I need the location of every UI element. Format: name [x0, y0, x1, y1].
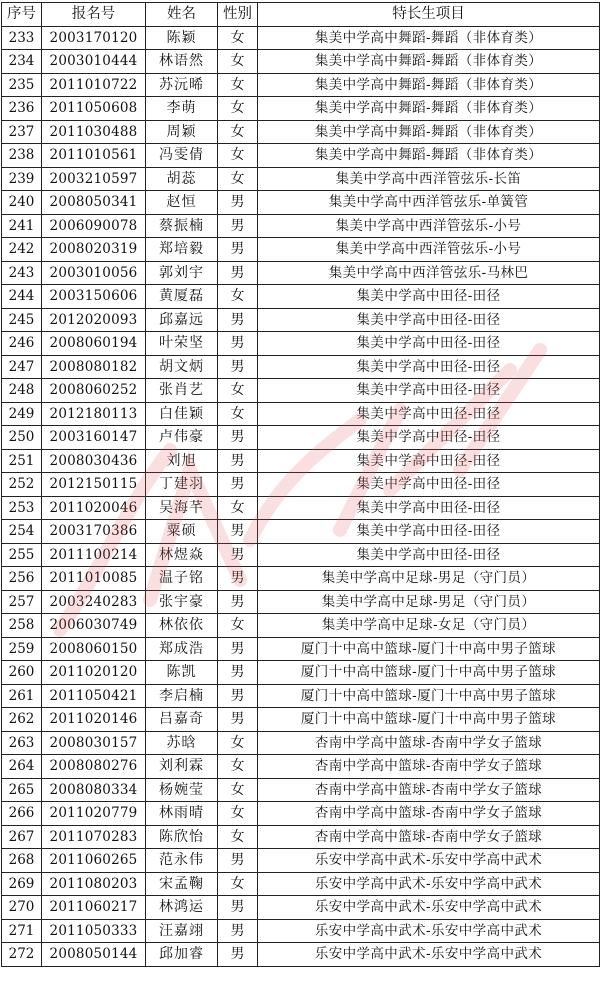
table-row	[2, 919, 600, 943]
cell-serial: 253	[2, 496, 42, 520]
cell-gender: 男	[218, 661, 258, 685]
cell-registration-no: 2008050144	[42, 943, 146, 967]
cell-registration-no: 2003240283	[42, 590, 146, 614]
cell-serial: 267	[2, 825, 42, 849]
cell-specialty-project: 集美中学高中田径-田径	[258, 402, 600, 426]
table-row	[2, 402, 600, 426]
cell-gender: 男	[218, 449, 258, 473]
cell-specialty-project: 集美中学高中田径-田径	[258, 379, 600, 403]
header-registration-no: 报名号	[42, 3, 146, 27]
cell-name: 温子铭	[146, 567, 218, 591]
cell-gender: 女	[218, 731, 258, 755]
cell-gender: 男	[218, 332, 258, 356]
table-row	[2, 661, 600, 685]
cell-name: 林鸿运	[146, 896, 218, 920]
cell-registration-no: 2012020093	[42, 308, 146, 332]
cell-specialty-project: 集美中学高中舞蹈-舞蹈（非体育类）	[258, 97, 600, 121]
cell-specialty-project: 集美中学高中西洋管弦乐-小号	[258, 214, 600, 238]
cell-gender: 男	[218, 355, 258, 379]
cell-specialty-project: 乐安中学高中武术-乐安中学高中武术	[258, 919, 600, 943]
cell-serial: 238	[2, 144, 42, 168]
table-row	[2, 332, 600, 356]
table-row	[2, 214, 600, 238]
cell-name: 白佳颖	[146, 402, 218, 426]
cell-serial: 236	[2, 97, 42, 121]
cell-serial: 254	[2, 520, 42, 544]
cell-gender: 男	[218, 943, 258, 967]
cell-serial: 268	[2, 849, 42, 873]
cell-name: 郑成浩	[146, 637, 218, 661]
cell-name: 杨婉莹	[146, 778, 218, 802]
cell-serial: 243	[2, 261, 42, 285]
cell-registration-no: 2011050333	[42, 919, 146, 943]
cell-specialty-project: 集美中学高中田径-田径	[258, 520, 600, 544]
cell-specialty-project: 集美中学高中田径-田径	[258, 426, 600, 450]
cell-name: 陈欣怡	[146, 825, 218, 849]
cell-registration-no: 2011030488	[42, 120, 146, 144]
cell-specialty-project: 杏南中学高中篮球-杏南中学女子篮球	[258, 731, 600, 755]
cell-serial: 260	[2, 661, 42, 685]
cell-gender: 女	[218, 402, 258, 426]
cell-name: 郑培毅	[146, 238, 218, 262]
cell-serial: 233	[2, 26, 42, 50]
cell-serial: 262	[2, 708, 42, 732]
cell-serial: 263	[2, 731, 42, 755]
cell-specialty-project: 集美中学高中田径-田径	[258, 473, 600, 497]
cell-specialty-project: 乐安中学高中武术-乐安中学高中武术	[258, 849, 600, 873]
table-row	[2, 144, 600, 168]
cell-serial: 265	[2, 778, 42, 802]
cell-specialty-project: 集美中学高中西洋管弦乐-马林巴	[258, 261, 600, 285]
cell-specialty-project: 杏南中学高中篮球-杏南中学女子篮球	[258, 755, 600, 779]
cell-name: 叶荣坚	[146, 332, 218, 356]
cell-serial: 247	[2, 355, 42, 379]
cell-specialty-project: 厦门十中高中篮球-厦门十中高中男子篮球	[258, 637, 600, 661]
cell-gender: 男	[218, 919, 258, 943]
cell-serial: 270	[2, 896, 42, 920]
cell-gender: 男	[218, 543, 258, 567]
cell-gender: 男	[218, 214, 258, 238]
cell-specialty-project: 集美中学高中西洋管弦乐-单簧管	[258, 191, 600, 215]
cell-specialty-project: 集美中学高中足球-男足（守门员）	[258, 590, 600, 614]
cell-registration-no: 2008050341	[42, 191, 146, 215]
cell-gender: 男	[218, 896, 258, 920]
cell-registration-no: 2003010056	[42, 261, 146, 285]
cell-name: 胡文炳	[146, 355, 218, 379]
cell-registration-no: 2008030157	[42, 731, 146, 755]
cell-gender: 女	[218, 167, 258, 191]
cell-serial: 244	[2, 285, 42, 309]
table-row	[2, 849, 600, 873]
table-header-row	[2, 3, 600, 27]
cell-gender: 女	[218, 778, 258, 802]
cell-serial: 258	[2, 614, 42, 638]
cell-name: 赵恒	[146, 191, 218, 215]
cell-specialty-project: 集美中学高中舞蹈-舞蹈（非体育类）	[258, 73, 600, 97]
cell-name: 林语然	[146, 50, 218, 74]
cell-registration-no: 2008030436	[42, 449, 146, 473]
specialty-student-table	[1, 2, 600, 967]
cell-gender: 女	[218, 379, 258, 403]
cell-gender: 女	[218, 496, 258, 520]
table-row	[2, 26, 600, 50]
cell-specialty-project: 厦门十中高中篮球-厦门十中高中男子篮球	[258, 661, 600, 685]
cell-name: 丁建羽	[146, 473, 218, 497]
cell-serial: 269	[2, 872, 42, 896]
cell-name: 郭刘宇	[146, 261, 218, 285]
cell-name: 李萌	[146, 97, 218, 121]
cell-registration-no: 2011070283	[42, 825, 146, 849]
cell-serial: 240	[2, 191, 42, 215]
cell-serial: 256	[2, 567, 42, 591]
cell-registration-no: 2008020319	[42, 238, 146, 262]
table-row	[2, 50, 600, 74]
table-row	[2, 120, 600, 144]
cell-gender: 女	[218, 50, 258, 74]
cell-name: 邱加睿	[146, 943, 218, 967]
table-row	[2, 426, 600, 450]
cell-registration-no: 2011050421	[42, 684, 146, 708]
table-row	[2, 755, 600, 779]
table-row	[2, 355, 600, 379]
cell-specialty-project: 集美中学高中田径-田径	[258, 355, 600, 379]
table-row	[2, 637, 600, 661]
cell-serial: 248	[2, 379, 42, 403]
cell-gender: 男	[218, 590, 258, 614]
cell-gender: 男	[218, 849, 258, 873]
cell-gender: 男	[218, 520, 258, 544]
cell-name: 林依依	[146, 614, 218, 638]
cell-registration-no: 2011020120	[42, 661, 146, 685]
cell-name: 刘旭	[146, 449, 218, 473]
cell-specialty-project: 集美中学高中田径-田径	[258, 332, 600, 356]
cell-serial: 264	[2, 755, 42, 779]
cell-name: 刘利霖	[146, 755, 218, 779]
cell-registration-no: 2011020146	[42, 708, 146, 732]
table-row	[2, 825, 600, 849]
cell-name: 吴海芊	[146, 496, 218, 520]
cell-serial: 257	[2, 590, 42, 614]
table-row	[2, 896, 600, 920]
cell-name: 粟硕	[146, 520, 218, 544]
cell-name: 邱嘉远	[146, 308, 218, 332]
cell-gender: 女	[218, 825, 258, 849]
cell-gender: 女	[218, 26, 258, 50]
cell-gender: 男	[218, 567, 258, 591]
cell-specialty-project: 乐安中学高中武术-乐安中学高中武术	[258, 872, 600, 896]
cell-name: 蔡振楠	[146, 214, 218, 238]
cell-serial: 251	[2, 449, 42, 473]
cell-name: 宋孟鞠	[146, 872, 218, 896]
cell-gender: 女	[218, 120, 258, 144]
cell-serial: 239	[2, 167, 42, 191]
cell-specialty-project: 杏南中学高中篮球-杏南中学女子篮球	[258, 825, 600, 849]
table-row	[2, 708, 600, 732]
table-body	[2, 26, 600, 966]
cell-registration-no: 2011020046	[42, 496, 146, 520]
cell-specialty-project: 集美中学高中舞蹈-舞蹈（非体育类）	[258, 120, 600, 144]
cell-serial: 241	[2, 214, 42, 238]
table-row	[2, 308, 600, 332]
cell-serial: 255	[2, 543, 42, 567]
cell-serial: 271	[2, 919, 42, 943]
cell-specialty-project: 集美中学高中足球-女足（守门员）	[258, 614, 600, 638]
table-row	[2, 802, 600, 826]
cell-gender: 男	[218, 426, 258, 450]
cell-registration-no: 2003210597	[42, 167, 146, 191]
cell-specialty-project: 集美中学高中田径-田径	[258, 449, 600, 473]
table-row	[2, 379, 600, 403]
cell-registration-no: 2003170120	[42, 26, 146, 50]
cell-name: 胡蕊	[146, 167, 218, 191]
cell-name: 苏沅晞	[146, 73, 218, 97]
cell-name: 林雨晴	[146, 802, 218, 826]
cell-specialty-project: 集美中学高中田径-田径	[258, 543, 600, 567]
cell-gender: 女	[218, 872, 258, 896]
table-row	[2, 520, 600, 544]
cell-registration-no: 2008060252	[42, 379, 146, 403]
cell-specialty-project: 集美中学高中田径-田径	[258, 308, 600, 332]
table-row	[2, 872, 600, 896]
cell-specialty-project: 厦门十中高中篮球-厦门十中高中男子篮球	[258, 708, 600, 732]
table-row	[2, 614, 600, 638]
cell-serial: 234	[2, 50, 42, 74]
cell-specialty-project: 集美中学高中西洋管弦乐-小号	[258, 238, 600, 262]
table-row	[2, 73, 600, 97]
table-row	[2, 778, 600, 802]
table-row	[2, 167, 600, 191]
cell-specialty-project: 集美中学高中田径-田径	[258, 496, 600, 520]
cell-serial: 261	[2, 684, 42, 708]
cell-name: 张宇豪	[146, 590, 218, 614]
table-row	[2, 191, 600, 215]
cell-gender: 女	[218, 73, 258, 97]
header-name: 姓名	[146, 3, 218, 27]
cell-gender: 女	[218, 285, 258, 309]
header-gender: 性别	[218, 3, 258, 27]
cell-specialty-project: 集美中学高中舞蹈-舞蹈（非体育类）	[258, 26, 600, 50]
table-row	[2, 943, 600, 967]
table-row	[2, 684, 600, 708]
cell-specialty-project: 乐安中学高中武术-乐安中学高中武术	[258, 896, 600, 920]
table-row	[2, 543, 600, 567]
cell-gender: 男	[218, 637, 258, 661]
cell-gender: 男	[218, 238, 258, 262]
table-row	[2, 731, 600, 755]
cell-serial: 250	[2, 426, 42, 450]
cell-registration-no: 2008080182	[42, 355, 146, 379]
cell-serial: 266	[2, 802, 42, 826]
cell-gender: 男	[218, 191, 258, 215]
cell-serial: 242	[2, 238, 42, 262]
cell-gender: 女	[218, 802, 258, 826]
cell-gender: 女	[218, 97, 258, 121]
table-row	[2, 496, 600, 520]
cell-name: 黄厦磊	[146, 285, 218, 309]
cell-serial: 252	[2, 473, 42, 497]
cell-serial: 246	[2, 332, 42, 356]
cell-registration-no: 2012150115	[42, 473, 146, 497]
cell-registration-no: 2006030749	[42, 614, 146, 638]
cell-specialty-project: 集美中学高中足球-男足（守门员）	[258, 567, 600, 591]
cell-name: 周颖	[146, 120, 218, 144]
table-row	[2, 97, 600, 121]
cell-registration-no: 2008060150	[42, 637, 146, 661]
table-row	[2, 473, 600, 497]
cell-registration-no: 2011010722	[42, 73, 146, 97]
cell-specialty-project: 集美中学高中舞蹈-舞蹈（非体育类）	[258, 144, 600, 168]
cell-specialty-project: 乐安中学高中武术-乐安中学高中武术	[258, 943, 600, 967]
cell-registration-no: 2011020779	[42, 802, 146, 826]
cell-registration-no: 2003010444	[42, 50, 146, 74]
cell-registration-no: 2011060265	[42, 849, 146, 873]
cell-registration-no: 2011100214	[42, 543, 146, 567]
cell-specialty-project: 厦门十中高中篮球-厦门十中高中男子篮球	[258, 684, 600, 708]
cell-registration-no: 2003170386	[42, 520, 146, 544]
cell-gender: 男	[218, 473, 258, 497]
cell-specialty-project: 杏南中学高中篮球-杏南中学女子篮球	[258, 778, 600, 802]
cell-name: 张肖艺	[146, 379, 218, 403]
table-row	[2, 590, 600, 614]
table-row	[2, 567, 600, 591]
cell-gender: 女	[218, 755, 258, 779]
cell-gender: 女	[218, 144, 258, 168]
cell-gender: 男	[218, 261, 258, 285]
cell-serial: 249	[2, 402, 42, 426]
cell-name: 汪嘉翊	[146, 919, 218, 943]
cell-gender: 女	[218, 614, 258, 638]
cell-gender: 男	[218, 708, 258, 732]
cell-name: 陈颖	[146, 26, 218, 50]
cell-name: 范永伟	[146, 849, 218, 873]
cell-serial: 259	[2, 637, 42, 661]
cell-registration-no: 2008080334	[42, 778, 146, 802]
cell-registration-no: 2011060217	[42, 896, 146, 920]
cell-specialty-project: 集美中学高中舞蹈-舞蹈（非体育类）	[258, 50, 600, 74]
cell-name: 陈凯	[146, 661, 218, 685]
cell-gender: 男	[218, 308, 258, 332]
header-specialty-project: 特长生项目	[258, 3, 600, 27]
cell-serial: 235	[2, 73, 42, 97]
cell-registration-no: 2003150606	[42, 285, 146, 309]
cell-specialty-project: 杏南中学高中篮球-杏南中学女子篮球	[258, 802, 600, 826]
cell-gender: 男	[218, 684, 258, 708]
cell-name: 卢伟豪	[146, 426, 218, 450]
cell-registration-no: 2011080203	[42, 872, 146, 896]
cell-registration-no: 2003160147	[42, 426, 146, 450]
cell-name: 吕嘉奇	[146, 708, 218, 732]
cell-registration-no: 2008080276	[42, 755, 146, 779]
header-serial: 序号	[2, 3, 42, 27]
cell-registration-no: 2012180113	[42, 402, 146, 426]
cell-registration-no: 2008060194	[42, 332, 146, 356]
table-row	[2, 449, 600, 473]
table-row	[2, 261, 600, 285]
cell-specialty-project: 集美中学高中西洋管弦乐-长笛	[258, 167, 600, 191]
cell-registration-no: 2011050608	[42, 97, 146, 121]
cell-serial: 272	[2, 943, 42, 967]
table-row	[2, 285, 600, 309]
cell-registration-no: 2011010561	[42, 144, 146, 168]
cell-name: 苏晗	[146, 731, 218, 755]
cell-name: 林煜焱	[146, 543, 218, 567]
cell-name: 李启楠	[146, 684, 218, 708]
cell-name: 冯雯倩	[146, 144, 218, 168]
cell-registration-no: 2006090078	[42, 214, 146, 238]
cell-serial: 237	[2, 120, 42, 144]
table-row	[2, 238, 600, 262]
cell-specialty-project: 集美中学高中田径-田径	[258, 285, 600, 309]
cell-serial: 245	[2, 308, 42, 332]
cell-registration-no: 2011010085	[42, 567, 146, 591]
